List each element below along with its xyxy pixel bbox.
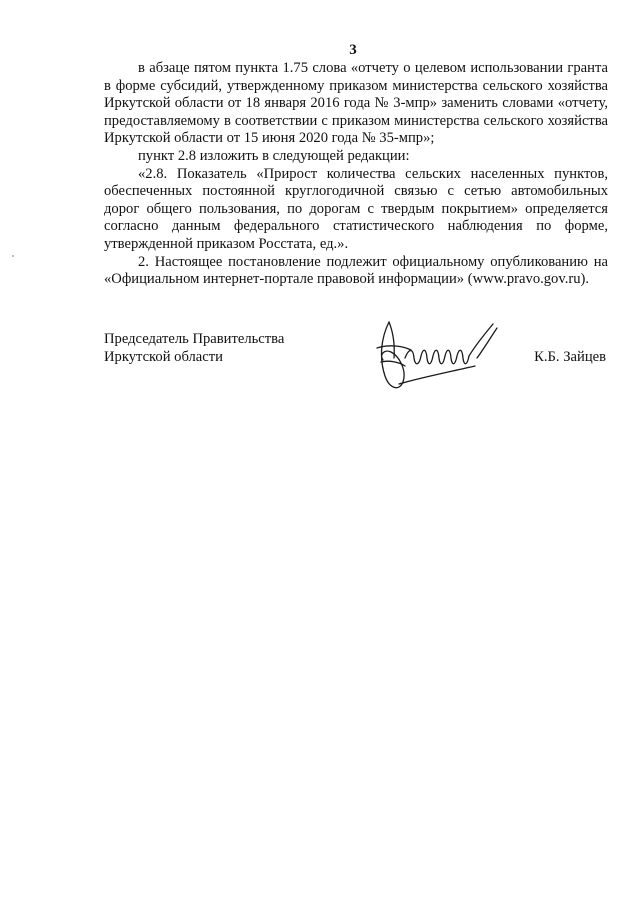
signatory-name: К.Б. Зайцев: [534, 349, 606, 365]
signatory-position: [104, 330, 284, 366]
signatory-position-line-2: Иркутской области: [104, 349, 223, 365]
paragraph-amendment-1-75: в абзаце пятом пункта 1.75 слова «отчету о целевом использовании гранта в форме субсидий, утвержденному приказом министерства сельского хозяйства Иркутской области от 18 января 2016 года № 3-мпр» заменить словами «отчету, предоставляемому в соответствии с приказом министерства сельского хозяйства Иркутской области от 15 июня 2020 года № 35-мпр»;: [104, 60, 608, 147]
scan-speck: [12, 255, 14, 257]
document-body: [104, 60, 608, 289]
paragraph-item-2-8-text: «2.8. Показатель «Прирост количества сельских населенных пунктов, обеспеченных постоянной круглогодичной связью с сетью автомобильных дорог общего пользования, по дорогам с твердым покрытием» определяется согласно данным федерального статистического наблюдения по форме, утвержденной приказом Росстата, ед.».: [104, 165, 608, 252]
page-number: 3: [349, 42, 357, 58]
signatory-position-line-1: Председатель Правительства: [104, 331, 285, 347]
signature-block: [104, 330, 608, 410]
paragraph-publication: 2. Настоящее постановление подлежит официальному опубликованию на «Официальном интернет-портале правовой информации» (www.pravo.gov.ru).: [104, 253, 608, 288]
paragraph-item-2-8-intro: пункт 2.8 изложить в следующей редакции:: [138, 147, 410, 164]
handwritten-signature: [359, 318, 509, 403]
